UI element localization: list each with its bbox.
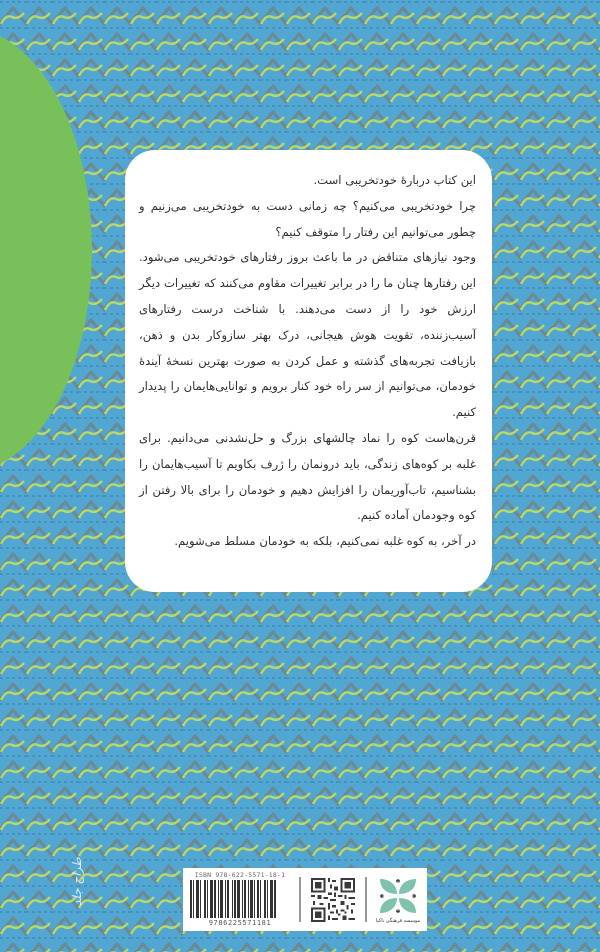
publisher-logo bbox=[373, 871, 423, 928]
divider bbox=[365, 877, 367, 922]
barcode-digits: 9786225571181 bbox=[208, 919, 272, 927]
designer-signature: طراح جلد bbox=[70, 857, 84, 907]
publisher-name: موسسه فرهنگی ناکیا bbox=[375, 918, 421, 924]
isbn-label: ISBN 978-622-5571-18-1 bbox=[194, 871, 286, 879]
blurb-paragraph-1: این کتاب دربارهٔ خودتخریبی است. bbox=[313, 173, 476, 187]
divider bbox=[299, 877, 301, 922]
qr-code-icon bbox=[311, 878, 355, 922]
blurb-panel bbox=[125, 150, 492, 592]
blurb-paragraph-2: چرا خودتخریبی می‌کنیم؟ چه زمانی دست به خودتخریبی می‌زنیم و چطور می‌توانیم این رفتار را متوقف کنیم؟ bbox=[139, 198, 476, 239]
blurb-paragraph-4: قرن‌هاست کوه را نماد چالشهای بزرگ و حل‌نشدنی می‌دانیم. برای غلبه بر کوه‌های زندگی، باید درونمان را ژرف بکاویم تا آسیب‌هایمان را بشناسیم، تاب‌آوریمان را افزایش دهیم و خودمان را برای بالا رفتن از کوه وجودمان آماده کنیم. bbox=[139, 430, 476, 523]
barcode-bars-icon bbox=[190, 880, 290, 918]
blurb-text bbox=[139, 168, 476, 555]
blurb-paragraph-5: در آخر، به کوه غلبه نمی‌کنیم، بلکه به خودمان مسلط می‌شویم. bbox=[174, 534, 476, 549]
isbn-barcode bbox=[187, 871, 293, 928]
barcode-panel bbox=[183, 868, 427, 931]
four-petal-logo-icon bbox=[376, 875, 420, 917]
blurb-paragraph-3: وجود نیازهای متناقض در ما باعث بروز رفتارهای خودتخریبی می‌شود. این رفتارها چنان ما را در برابر تغییرات مقاوم می‌کنند که تغییرات دیگر ارزش خود را از دست می‌دهند. با شناخت درست رفتارهای آسیب‌زننده، تقویت هوش هیجانی، درک بهتر سازوکار بدن و ذهن، بازیافت تجربه‌های گذشته و عمل کردن به صورت بهترین نسخهٔ آیندهٔ خودمان، می‌توانیم از سر راه خود کنار برویم و توانایی‌هایمان را پدیدار کنیم. bbox=[139, 250, 476, 420]
qr-code bbox=[307, 871, 359, 928]
